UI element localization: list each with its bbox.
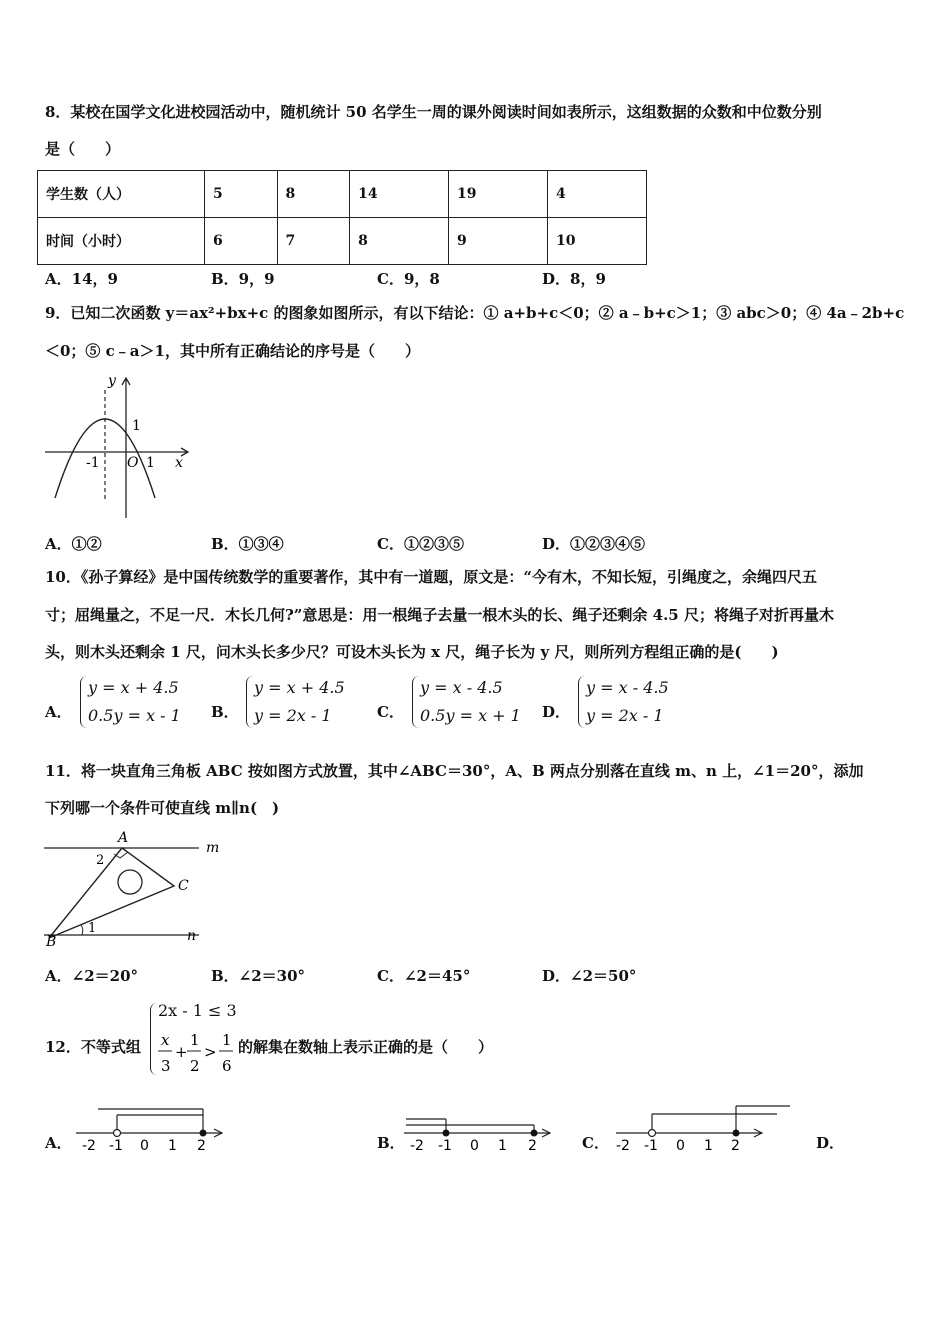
table-cell: 19 xyxy=(449,171,548,218)
svg-text:0: 0 xyxy=(470,1138,479,1154)
q8-data-table xyxy=(37,170,647,265)
brace xyxy=(412,676,419,728)
equation-2: 0.5y = x + 1 xyxy=(420,706,521,725)
q12-option-c[interactable]: C． xyxy=(582,1134,609,1152)
label-angle-1: 1 xyxy=(88,921,97,936)
table-cell: 4 xyxy=(548,171,647,218)
number-line-b xyxy=(400,1105,555,1157)
label-angle-2: 2 xyxy=(96,853,105,868)
q12-option-b[interactable]: B． xyxy=(377,1134,405,1152)
q9-stem-line1: 9．已知二次函数 y＝ax²+bx+c 的图象如图所示，有以下结论：① a+b+c＜0；② a﹣b+c＞1；③ abc＞0；④ 4a﹣2b+c xyxy=(45,304,905,322)
q12-option-a[interactable]: A． xyxy=(45,1134,72,1152)
q8-option-b[interactable]: B．9，9 xyxy=(211,270,275,288)
equation-1: y = x + 4.5 xyxy=(254,678,345,697)
table-cell: 8 xyxy=(277,171,350,218)
brace xyxy=(246,676,253,728)
svg-text:-1: -1 xyxy=(438,1138,452,1154)
inequality-2 xyxy=(157,1028,237,1078)
q11-option-c[interactable]: C．∠2＝45° xyxy=(377,967,471,985)
q11-option-b[interactable]: B．∠2＝30° xyxy=(211,967,306,985)
label-A: A xyxy=(118,830,129,846)
x-axis-label: x xyxy=(175,455,183,471)
svg-text:1: 1 xyxy=(498,1138,507,1154)
brace xyxy=(578,676,585,728)
brace xyxy=(80,676,87,728)
number-line-a xyxy=(72,1105,227,1157)
svg-text:+: + xyxy=(175,1043,188,1061)
q9-option-d[interactable]: D．①②③④⑤ xyxy=(542,535,646,553)
svg-text:3: 3 xyxy=(161,1057,171,1075)
q8-stem-line2: 是（ ） xyxy=(45,140,121,158)
q12-stem-prefix: 12．不等式组 xyxy=(45,1038,141,1056)
svg-text:1: 1 xyxy=(222,1031,232,1049)
svg-text:1: 1 xyxy=(168,1138,177,1154)
origin-label: O xyxy=(127,455,139,471)
table-cell: 9 xyxy=(449,218,548,265)
table-cell: 14 xyxy=(350,171,449,218)
q8-stem-line1: 8．某校在国学文化进校园活动中，随机统计 50 名学生一周的课外阅读时间如表所示，这组数据的众数和中位数分别 xyxy=(45,103,822,121)
equation-1: y = x + 4.5 xyxy=(88,678,179,697)
inequality-1: 2x - 1 ≤ 3 xyxy=(158,1001,237,1020)
svg-text:1: 1 xyxy=(704,1138,713,1154)
equation-1: y = x - 4.5 xyxy=(420,678,503,697)
brace xyxy=(150,1003,157,1075)
q10-stem-line3: 头，则木头还剩余 1 尺，问木头长多少尺？可设木头长为 x 尺，绳子长为 y 尺，则所列方程组正确的是( ) xyxy=(45,643,779,661)
q9-option-c[interactable]: C．①②③⑤ xyxy=(377,535,464,553)
q8-option-c[interactable]: C．9，8 xyxy=(377,270,440,288)
svg-text:2: 2 xyxy=(197,1138,206,1154)
tick-label-1: 1 xyxy=(146,455,155,471)
svg-text:6: 6 xyxy=(222,1057,232,1075)
label-C: C xyxy=(178,878,189,894)
q12-stem-suffix: 的解集在数轴上表示正确的是（ ） xyxy=(238,1038,494,1056)
svg-text:0: 0 xyxy=(676,1138,685,1154)
table-cell: 8 xyxy=(350,218,449,265)
table-cell: 学生数（人） xyxy=(38,171,205,218)
table-row xyxy=(38,171,647,218)
equation-2: y = 2x - 1 xyxy=(254,706,332,725)
q10-stem-line1: 10．《孙子算经》是中国传统数学的重要著作，其中有一道题，原文是：“今有木，不知长短，引绳度之，余绳四尺五 xyxy=(45,568,818,586)
option-letter: C． xyxy=(377,703,404,721)
svg-text:>: > xyxy=(204,1043,217,1061)
option-letter: A． xyxy=(45,703,72,721)
table-row xyxy=(38,218,647,265)
triangle-figure xyxy=(44,830,229,952)
svg-text:0: 0 xyxy=(140,1138,149,1154)
q8-option-d[interactable]: D．8，9 xyxy=(542,270,606,288)
q11-stem-line2: 下列哪一个条件可使直线 m∥n( ) xyxy=(45,799,280,817)
label-m: m xyxy=(206,840,220,856)
parabola-graph xyxy=(40,370,200,525)
table-cell: 6 xyxy=(205,218,278,265)
table-cell: 10 xyxy=(548,218,647,265)
table-cell: 时间（小时） xyxy=(38,218,205,265)
svg-text:x: x xyxy=(161,1031,170,1049)
q9-option-b[interactable]: B．①③④ xyxy=(211,535,284,553)
q10-stem-line2: 寸；屈绳量之，不足一尺．木长几何?”意思是：用一根绳子去量一根木头的长、绳子还剩余 4.5 尺；将绳子对折再量木 xyxy=(45,606,834,624)
q9-stem-line2: ＜0；⑤ c﹣a＞1，其中所有正确结论的序号是（ ） xyxy=(45,342,420,360)
tick-label-neg1: -1 xyxy=(86,455,100,471)
q11-stem-line1: 11．将一块直角三角板 ABC 按如图方式放置，其中∠ABC＝30°，A、B 两点分别落在直线 m、n 上，∠1＝20°，添加 xyxy=(45,762,864,780)
number-line-c xyxy=(612,1102,792,1157)
svg-text:2: 2 xyxy=(190,1057,200,1075)
equation-1: y = x - 4.5 xyxy=(586,678,669,697)
q12-option-d[interactable]: D． xyxy=(816,1134,845,1152)
y-axis-label: y xyxy=(108,373,116,389)
table-cell: 5 xyxy=(205,171,278,218)
svg-text:-2: -2 xyxy=(82,1138,96,1154)
option-letter: B． xyxy=(211,703,239,721)
label-B: B xyxy=(46,934,57,950)
option-letter: D． xyxy=(542,703,571,721)
svg-text:-1: -1 xyxy=(109,1138,123,1154)
svg-text:2: 2 xyxy=(731,1138,740,1154)
table-cell: 7 xyxy=(277,218,350,265)
svg-text:1: 1 xyxy=(190,1031,200,1049)
q11-option-a[interactable]: A．∠2＝20° xyxy=(45,967,139,985)
q11-option-d[interactable]: D．∠2＝50° xyxy=(542,967,637,985)
svg-text:2: 2 xyxy=(528,1138,537,1154)
svg-text:-2: -2 xyxy=(616,1138,630,1154)
equation-2: 0.5y = x - 1 xyxy=(88,706,181,725)
y-intercept-label: 1 xyxy=(132,418,141,434)
q8-option-a[interactable]: A．14，9 xyxy=(45,270,118,288)
label-n: n xyxy=(187,928,197,944)
equation-2: y = 2x - 1 xyxy=(586,706,664,725)
svg-text:-2: -2 xyxy=(410,1138,424,1154)
q9-option-a[interactable]: A．①② xyxy=(45,535,102,553)
svg-text:-1: -1 xyxy=(644,1138,658,1154)
